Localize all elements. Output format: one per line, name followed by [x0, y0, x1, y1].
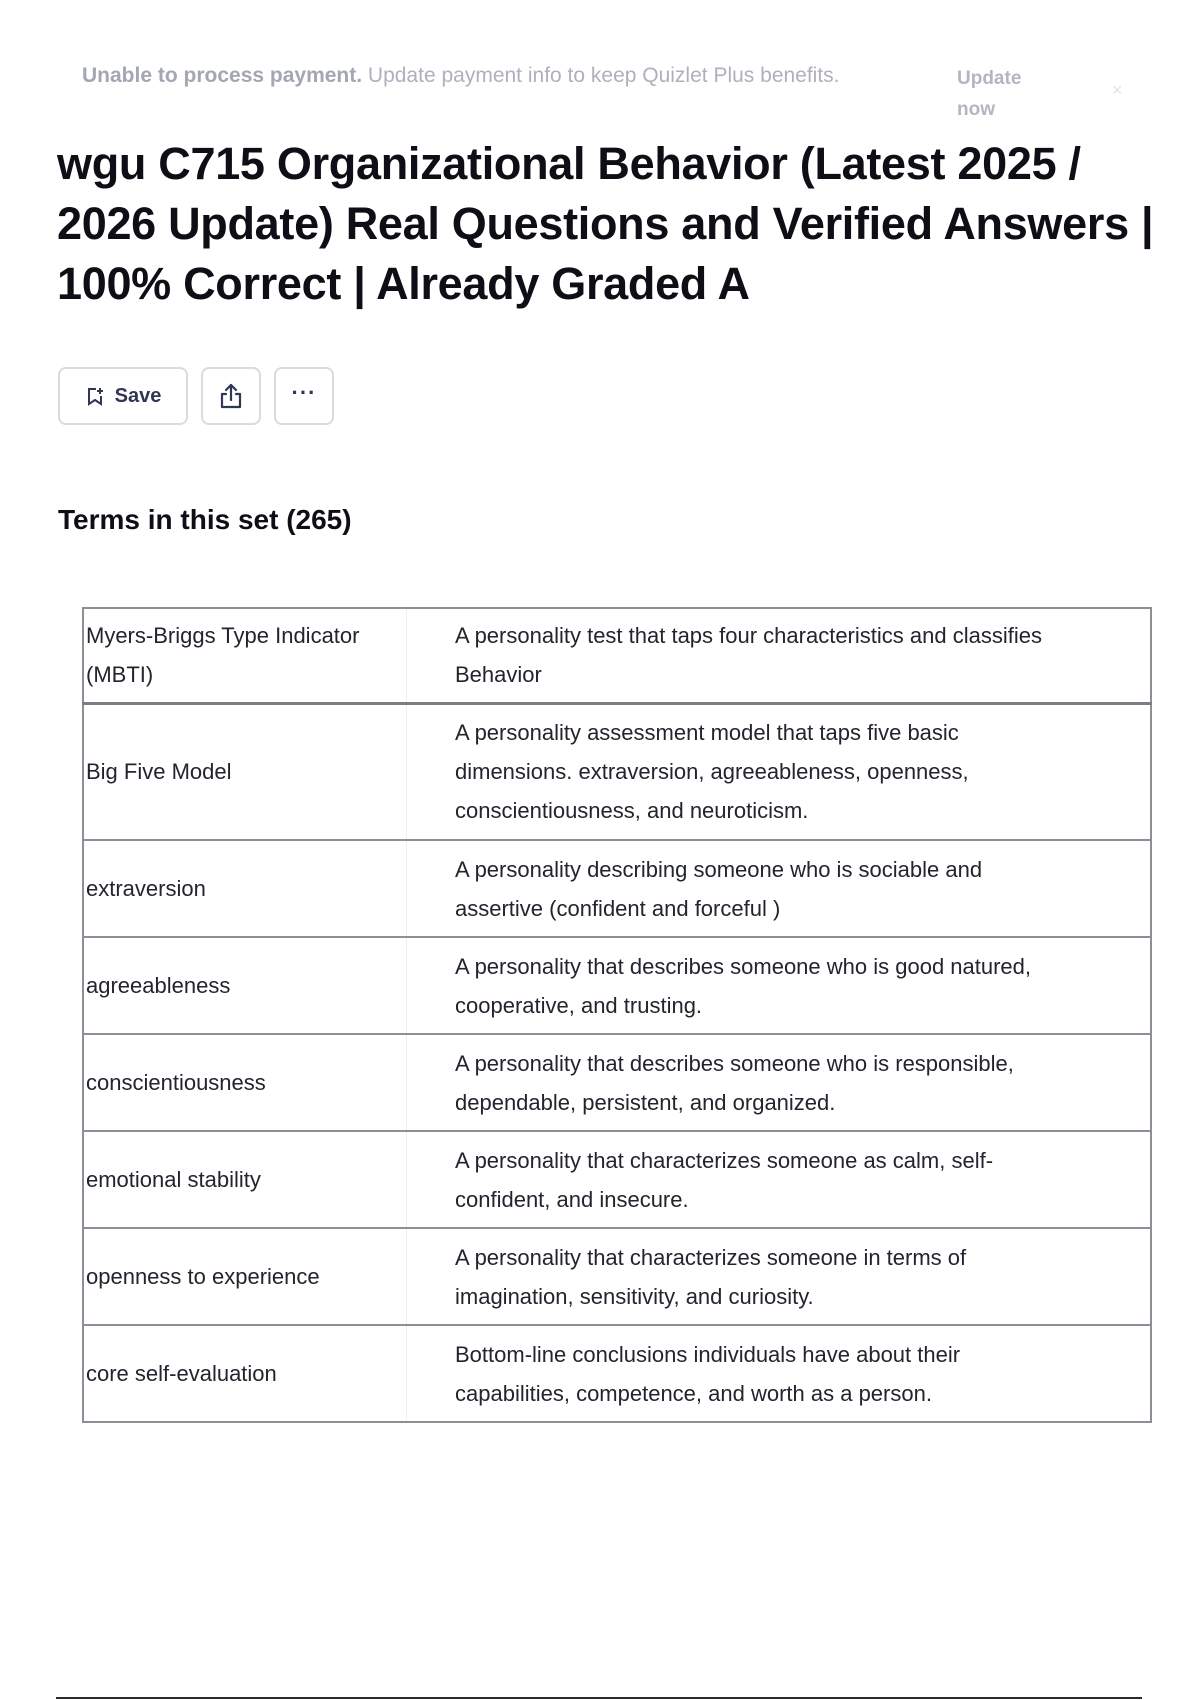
bottom-divider	[56, 1697, 1142, 1699]
definition-cell: A personality describing someone who is sociable and assertive (confident and forceful )	[455, 856, 983, 921]
definition-cell: A personality test that taps four characteristics and classifies Behavior	[455, 623, 1042, 688]
banner-message-strong: Unable to process payment.	[82, 64, 363, 87]
table-row	[83, 840, 1151, 937]
term-cell: extraversion	[83, 840, 407, 937]
term-cell: Big Five Model	[83, 703, 407, 840]
term-cell: core self-evaluation	[83, 1325, 407, 1422]
term-cell: Myers-Briggs Type Indicator (MBTI)	[83, 608, 407, 703]
table-row	[83, 937, 1151, 1034]
table-row	[83, 1131, 1151, 1228]
page-title: wgu C715 Organizational Behavior (Latest 2025 / 2026 Update) Real Questions and Verified Answers | 100% Correct | Already Graded A	[57, 138, 1154, 309]
table-row	[83, 1034, 1151, 1131]
term-cell: agreeableness	[83, 937, 407, 1034]
term-cell: emotional stability	[83, 1131, 407, 1228]
table-row	[83, 703, 1151, 840]
definition-cell: A personality that characterizes someone in terms of imagination, sensitivity, and curiosity.	[455, 1244, 967, 1309]
definition-cell: A personality that characterizes someone as calm, self-confident, and insecure.	[455, 1147, 994, 1212]
table-row	[83, 1325, 1151, 1422]
term-cell: openness to experience	[83, 1228, 407, 1325]
close-icon[interactable]: ×	[1112, 80, 1123, 100]
definition-cell: A personality that describes someone who is good natured, cooperative, and trusting.	[455, 953, 1032, 1018]
banner-message	[82, 58, 882, 94]
share-icon	[217, 382, 245, 410]
save-button[interactable]	[58, 367, 188, 425]
terms-table	[82, 607, 1152, 1423]
term-cell: conscientiousness	[83, 1034, 407, 1131]
more-icon: ···	[291, 380, 317, 405]
update-now-link[interactable]: Update now	[957, 68, 1022, 120]
share-button[interactable]	[201, 367, 261, 425]
more-options-button[interactable]	[274, 367, 334, 425]
table-row	[83, 608, 1151, 703]
definition-cell: A personality assessment model that taps five basic dimensions. extraversion, agreeableness, openness, conscientiousness, and neuroticism.	[455, 720, 969, 824]
terms-heading: Terms in this set (265)	[58, 504, 352, 535]
definition-cell: Bottom-line conclusions individuals have about their capabilities, competence, and worth as a person.	[455, 1341, 961, 1406]
banner-message-text: Update payment info to keep Quizlet Plus benefits.	[362, 64, 840, 87]
save-button-label: Save	[114, 384, 162, 407]
table-row	[83, 1228, 1151, 1325]
bookmark-plus-icon	[85, 386, 105, 406]
definition-cell: A personality that describes someone who is responsible, dependable, persistent, and organized.	[455, 1050, 1014, 1115]
payment-banner	[82, 58, 1142, 128]
